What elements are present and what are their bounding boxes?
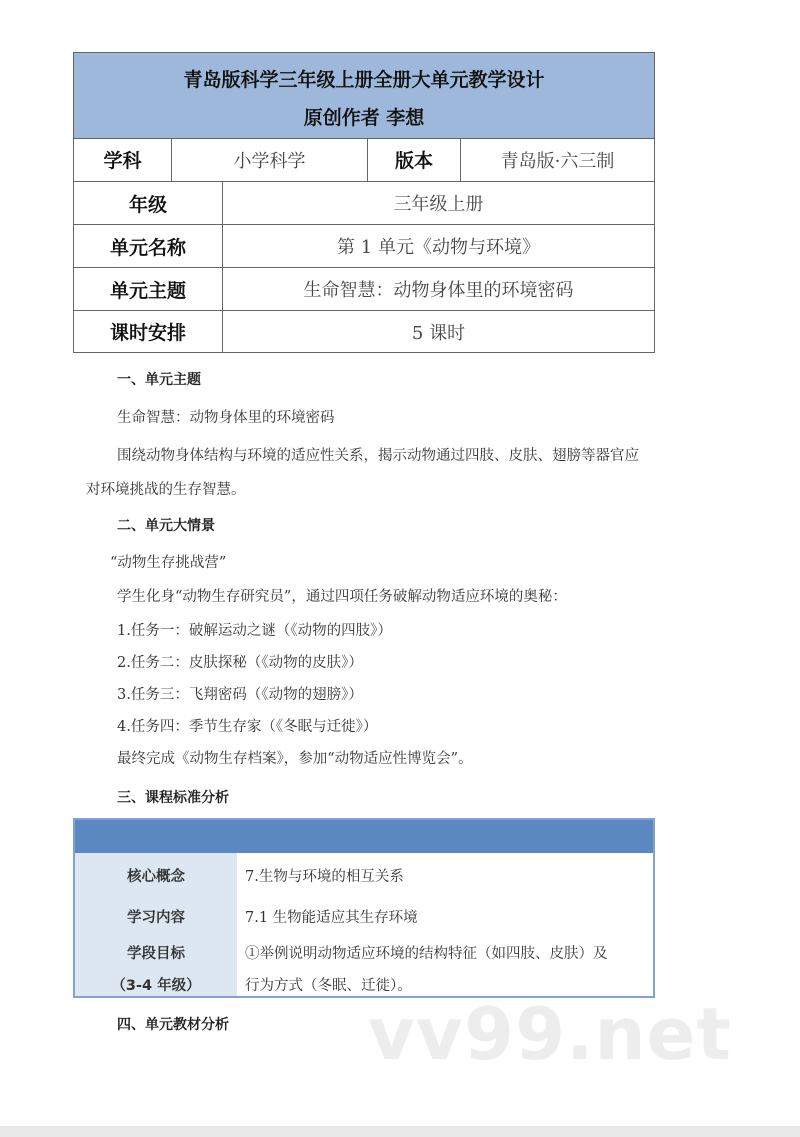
row-label-sub: （3-4 年级） (111, 978, 201, 994)
grade-value: 三年级上册 (223, 182, 654, 225)
row-label: 核心概念 (127, 869, 185, 885)
info-table (73, 52, 655, 353)
row-value: 7.1 生物能适应其生存环境 (245, 910, 418, 926)
curriculum-table-header (75, 820, 653, 853)
unit-name-value: 第 1 单元《动物与环境》 (223, 225, 654, 268)
subject-value: 小学科学 (172, 138, 368, 182)
row-value: ①举例说明动物适应环境的结构特征（如四肢、皮肤）及 (245, 946, 608, 962)
page-bottom-edge (0, 1126, 800, 1137)
paragraph: 生命智慧：动物身体里的环境密码 (117, 410, 335, 426)
list-item: 3.任务三：飞翔密码（《动物的翅膀》） (117, 687, 363, 703)
section-heading: 三、课程标准分析 (117, 790, 229, 806)
unit-theme-label: 单元主题 (74, 268, 223, 311)
row-value: 7.生物与环境的相互关系 (245, 869, 404, 885)
section-heading: 四、单元教材分析 (117, 1017, 229, 1033)
list-item: 2.任务二：皮肤探秘（《动物的皮肤》） (117, 655, 363, 671)
section-heading: 一、单元主题 (117, 372, 201, 388)
schedule-label: 课时安排 (74, 311, 223, 352)
paragraph: 围绕动物身体结构与环境的适应性关系，揭示动物通过四肢、皮肤、翅膀等器官应 (117, 448, 639, 464)
curriculum-table (73, 818, 655, 998)
list-item: 1.任务一：破解运动之谜（《动物的四肢》） (117, 623, 392, 639)
unit-theme-value: 生命智慧：动物身体里的环境密码 (223, 268, 654, 311)
list-item: 4.任务四：季节生存家（《冬眠与迁徙》） (117, 719, 378, 735)
row-label: 学段目标 (127, 946, 185, 962)
row-label: 学习内容 (127, 910, 185, 926)
grade-label: 年级 (74, 182, 223, 225)
watermark: vv99.net (368, 992, 732, 1076)
author-line: 原创作者 李想 (303, 107, 425, 129)
subject-label: 学科 (74, 138, 172, 182)
document-title: 青岛版科学三年级上册全册大单元教学设计 (183, 69, 545, 91)
section-heading: 二、单元大情景 (117, 518, 215, 534)
edition-label: 版本 (368, 138, 461, 182)
edition-value: 青岛版·六三制 (461, 138, 654, 182)
info-table-header (74, 53, 654, 139)
schedule-value: 5 课时 (411, 322, 466, 344)
paragraph: 最终完成《动物生存档案》，参加“动物适应性博览会”。 (117, 751, 473, 767)
paragraph: 对环境挑战的生存智慧。 (86, 482, 246, 498)
paragraph: “动物生存挑战营” (110, 555, 227, 571)
row-value-cont: 行为方式（冬眠、迁徙）。 (245, 978, 412, 994)
unit-name-label: 单元名称 (74, 225, 223, 268)
paragraph: 学生化身“动物生存研究员”，通过四项任务破解动物适应环境的奥秘： (117, 589, 567, 605)
